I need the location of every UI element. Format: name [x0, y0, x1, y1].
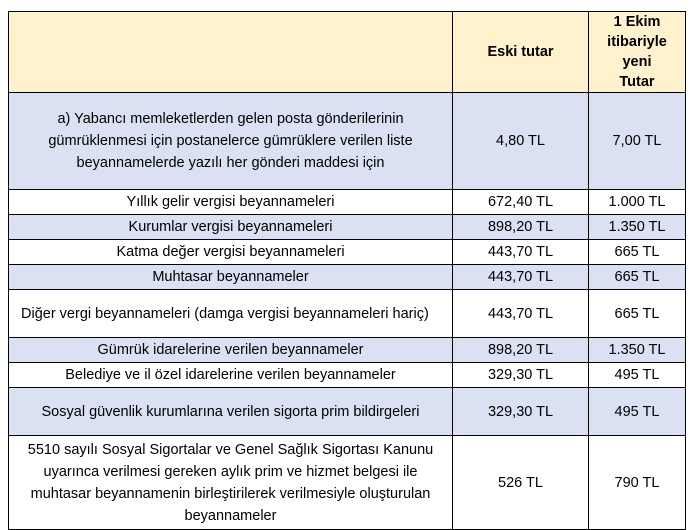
row-description: Muhtasar beyannameler	[9, 265, 453, 290]
row-old-amount: 672,40 TL	[453, 190, 589, 215]
row-old-amount: 898,20 TL	[453, 215, 589, 240]
row-new-amount: 1.350 TL	[589, 215, 686, 240]
table-row	[9, 290, 686, 338]
row-old-amount: 443,70 TL	[453, 240, 589, 265]
row-new-amount: 1.000 TL	[589, 190, 686, 215]
row-new-amount: 495 TL	[589, 388, 686, 436]
row-new-amount: 665 TL	[589, 290, 686, 338]
row-old-amount: 329,30 TL	[453, 388, 589, 436]
table-row	[9, 388, 686, 436]
row-description: 5510 sayılı Sosyal Sigortalar ve Genel Sağlık Sigortası Kanunu uyarınca verilmesi gereken aylık prim ve hizmet belgesi ile muhtasar beyannamenin birleştirilerek verilmesiyle oluşturulan beyannameler	[9, 436, 453, 530]
row-old-amount: 443,70 TL	[453, 290, 589, 338]
row-description: Gümrük idarelerine verilen beyannameler	[9, 338, 453, 363]
row-new-amount: 665 TL	[589, 265, 686, 290]
row-description: Katma değer vergisi beyannameleri	[9, 240, 453, 265]
row-old-amount: 898,20 TL	[453, 338, 589, 363]
table-row	[9, 363, 686, 388]
row-old-amount: 443,70 TL	[453, 265, 589, 290]
row-description: a) Yabancı memleketlerden gelen posta gönderilerinin gümrüklenmesi için postanelerce gümrüklere verilen liste beyannamelerde yazılı her gönderi maddesi için	[9, 93, 453, 190]
row-old-amount: 329,30 TL	[453, 363, 589, 388]
row-description: Belediye ve il özel idarelerine verilen beyannameler	[9, 363, 453, 388]
header-row	[9, 12, 686, 93]
row-old-amount: 4,80 TL	[453, 93, 589, 190]
table-row	[9, 265, 686, 290]
row-new-amount: 1.350 TL	[589, 338, 686, 363]
table-row	[9, 190, 686, 215]
row-description: Diğer vergi beyannameleri (damga vergisi beyannameleri hariç)	[9, 290, 453, 338]
row-description: Sosyal güvenlik kurumlarına verilen sigorta prim bildirgeleri	[9, 388, 453, 436]
table-row	[9, 436, 686, 530]
table-row	[9, 338, 686, 363]
row-new-amount: 7,00 TL	[589, 93, 686, 190]
row-old-amount: 526 TL	[453, 436, 589, 530]
row-new-amount: 495 TL	[589, 363, 686, 388]
header-old-amount: Eski tutar	[453, 12, 589, 93]
table-row	[9, 240, 686, 265]
table-row	[9, 93, 686, 190]
table-row	[9, 215, 686, 240]
row-new-amount: 665 TL	[589, 240, 686, 265]
fee-table	[8, 11, 686, 530]
header-new-amount: 1 Ekim itibariyle yeni Tutar	[589, 12, 686, 93]
header-description	[9, 12, 453, 93]
row-new-amount: 790 TL	[589, 436, 686, 530]
row-description: Kurumlar vergisi beyannameleri	[9, 215, 453, 240]
row-description: Yıllık gelir vergisi beyannameleri	[9, 190, 453, 215]
